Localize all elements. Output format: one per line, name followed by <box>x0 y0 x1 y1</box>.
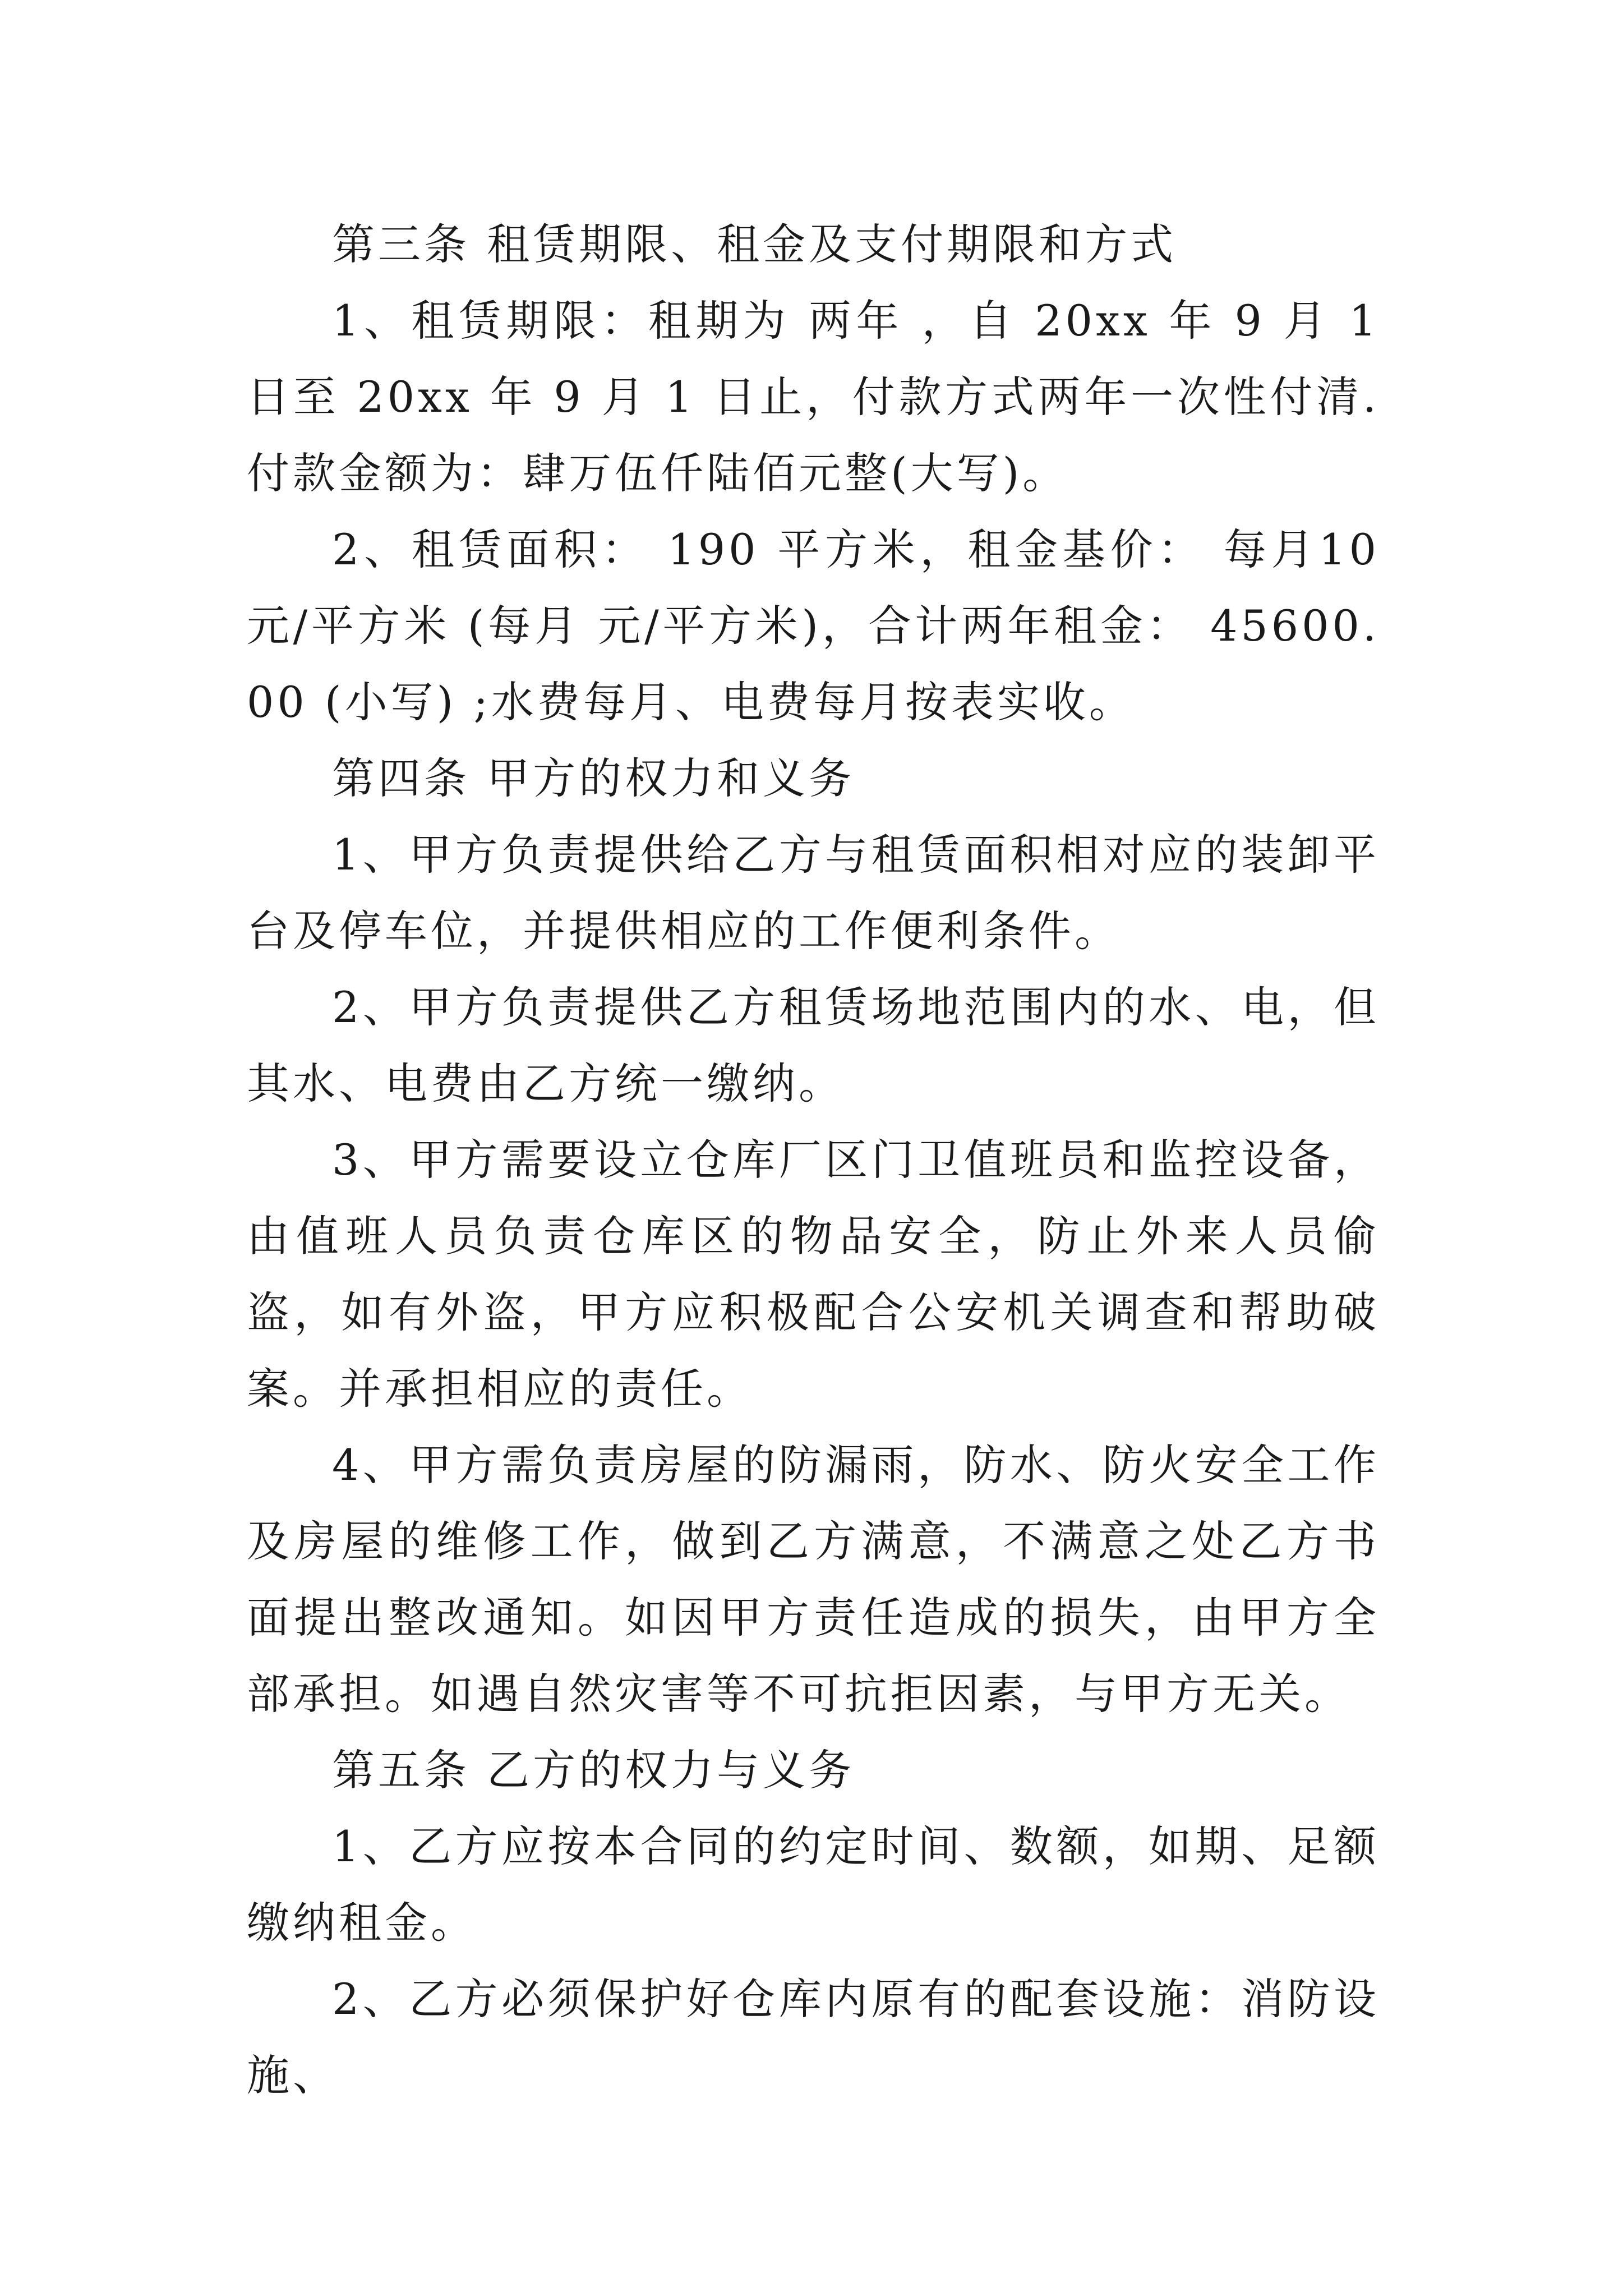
article-4-heading: 第四条 甲方的权力和义务 <box>332 753 855 803</box>
article-5-heading: 第五条 乙方的权力与义务 <box>332 1745 855 1795</box>
article-3-clause-1: 1、租赁期限：租期为 两年 ，自 20xx 年 9 月 1 日至 20xx 年 9 月 1 日止，付款方式两年一次性付清.付款金额为：肆万伍仟陆佰元整(大写)。 <box>247 296 1380 498</box>
article-3-heading: 第三条 租赁期限、租金及支付期限和方式 <box>332 219 1177 269</box>
document-body <box>247 206 1380 2114</box>
article-5-clause-2: 2、乙方必须保护好仓库内原有的配套设施：消防设施、 <box>247 1974 1380 2100</box>
article-4-clause-2: 2、甲方负责提供乙方租赁场地范围内的水、电，但其水、电费由乙方统一缴纳。 <box>247 982 1380 1108</box>
article-4-clause-4: 4、甲方需负责房屋的防漏雨，防水、防火安全工作及房屋的维修工作，做到乙方满意，不满意之处乙方书面提出整改通知。如因甲方责任造成的损失，由甲方全部承担。如遇自然灾害等不可抗拒因素，与甲方无关。 <box>247 1440 1380 1719</box>
article-3-clause-2: 2、租赁面积： 190 平方米，租金基价： 每月10元/平方米 (每月 元/平方米)，合计两年租金： 45600.00 (小写) ;水费每月、电费每月按表实收。 <box>247 524 1380 727</box>
article-4-clause-3: 3、甲方需要设立仓库厂区门卫值班员和监控设备，由值班人员负责仓库区的物品安全，防止外来人员偷盗，如有外盗，甲方应积极配合公安机关调查和帮助破案。并承担相应的责任。 <box>247 1135 1380 1414</box>
article-4-clause-1: 1、甲方负责提供给乙方与租赁面积相对应的装卸平台及停车位，并提供相应的工作便利条件。 <box>247 830 1380 956</box>
article-5-clause-1: 1、乙方应按本合同的约定时间、数额，如期、足额缴纳租金。 <box>247 1821 1380 1948</box>
